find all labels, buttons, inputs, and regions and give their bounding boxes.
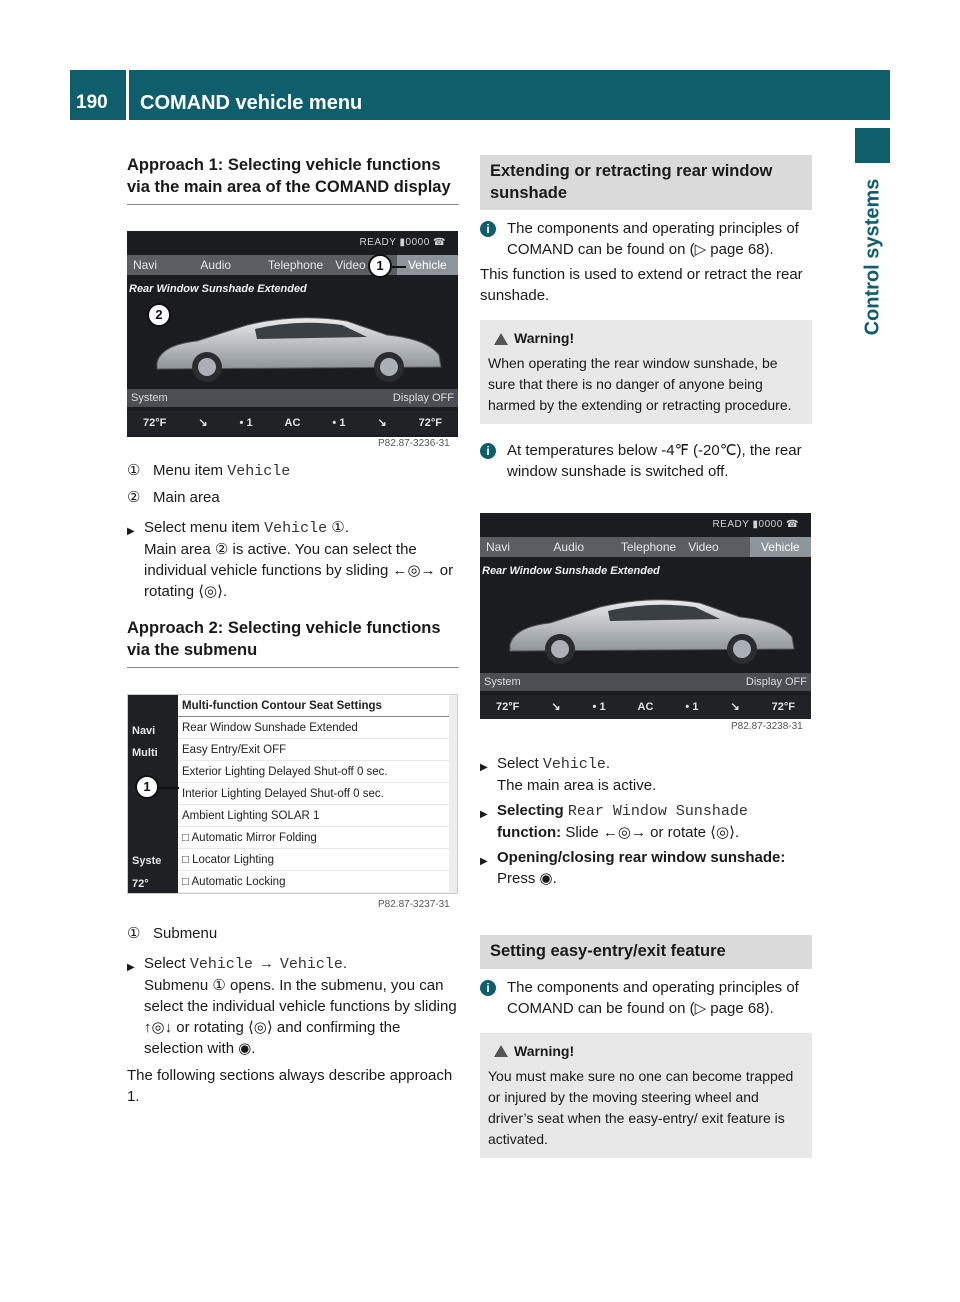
- right-text-3: [480, 935, 812, 1158]
- warning-body: When operating the rear window sunshade, be sure that there is no danger of anyone being harmed by the extending or retracting procedure.: [488, 355, 792, 413]
- info-icon: i: [480, 221, 496, 237]
- step-arrow-icon: ▶: [127, 526, 135, 537]
- step-arrow-icon: ▶: [480, 856, 488, 867]
- fan-left: • 1: [592, 701, 606, 713]
- instruction-step: ▶ Opening/closing rear window sunshade: Press ◉.: [480, 849, 786, 887]
- legend-item: ① Submenu: [127, 925, 218, 942]
- temp-left: 72°F: [142, 417, 167, 429]
- submenu-item[interactable]: Interior Lighting Delayed Shut-off 0 sec.: [178, 783, 449, 805]
- image-code: P82.87-3237-31: [378, 899, 450, 910]
- section-heading: Extending or retracting rear window sunshade: [480, 155, 812, 210]
- callout-line: [159, 787, 179, 789]
- main-area-title: [482, 565, 660, 577]
- warning-box: [480, 1033, 812, 1158]
- comand-screen-1: [127, 231, 458, 437]
- instruction-step: ▶ Selecting Rear Window Sunshade function: Slide ←◎→ or rotate ⟨◎⟩.: [480, 802, 748, 841]
- title-text: Rear Window Sunshade: [129, 283, 255, 295]
- fan-right: • 1: [332, 417, 346, 429]
- submenu-item[interactable]: □ Locator Lighting: [178, 849, 449, 871]
- menu-item-vehicle[interactable]: Vehicle: [750, 537, 811, 557]
- submenu-item[interactable]: Exterior Lighting Delayed Shut-off 0 sec.: [178, 761, 449, 783]
- menu-item-audio[interactable]: Audio: [553, 540, 585, 554]
- legend-item: ① Menu item Vehicle: [127, 462, 291, 480]
- title-status: Extended: [257, 283, 307, 295]
- ac-label: AC: [284, 417, 301, 429]
- airflow-left-icon: ↘: [551, 701, 561, 713]
- warning-icon: [494, 1045, 508, 1057]
- right-text-2: [480, 753, 812, 889]
- left-label-system: Syste: [132, 855, 162, 867]
- temp-right: 72°F: [418, 417, 442, 429]
- info-note: i At temperatures below -4℉ (-20℃), the rear window sunshade is switched off.: [480, 440, 812, 482]
- temp-right: 72°F: [771, 701, 795, 713]
- airflow-right-icon: ↘: [730, 701, 740, 713]
- left-label-multi: Multi: [132, 747, 158, 759]
- side-tab: [855, 172, 890, 342]
- heading-rule: [127, 204, 459, 205]
- status-bar: READY ▮0000 ☎: [359, 237, 446, 248]
- main-area-title: [129, 283, 307, 295]
- left-column: [127, 155, 459, 205]
- warning-icon: [494, 333, 508, 345]
- submenu-list: [178, 695, 449, 893]
- legend-item: ② Main area: [127, 489, 220, 506]
- closing-paragraph: The following sections always describe approach 1.: [127, 1067, 453, 1105]
- climate-bar: [127, 411, 458, 435]
- system-label[interactable]: System: [484, 676, 521, 688]
- warning-box: [480, 320, 812, 424]
- left-text-2: [127, 923, 459, 1107]
- page-title: COMAND vehicle menu: [140, 92, 363, 114]
- submenu-item[interactable]: □ Automatic Mirror Folding: [178, 827, 449, 849]
- step-arrow-icon: ▶: [480, 809, 488, 820]
- menu-item-video[interactable]: Video: [335, 258, 366, 272]
- ac-label: AC: [637, 701, 654, 713]
- approach2-heading: Approach 2: Selecting vehicle functions via the submenu: [127, 619, 441, 659]
- system-label[interactable]: System: [131, 392, 168, 404]
- instruction-step: ▶ Select menu item Vehicle ①. Main area ② is active. You can select the individual vehicle functions by sliding ←◎→ or rotating ⟨◎⟩.: [127, 519, 454, 600]
- image-code: P82.87-3236-31: [378, 438, 450, 449]
- display-off-label[interactable]: Display OFF: [745, 676, 807, 688]
- temp-left: 72°F: [495, 701, 520, 713]
- climate-bar: [480, 695, 811, 719]
- info-note: i The components and operating principles of COMAND can be found on (▷ page 68).: [480, 218, 812, 260]
- menu-item-navi[interactable]: Navi: [133, 258, 158, 272]
- submenu-item[interactable]: Multi-function Contour Seat Settings: [178, 695, 449, 717]
- title-status: Extended: [610, 565, 660, 577]
- title-text: Rear Window Sunshade: [482, 565, 608, 577]
- approach1-heading: Approach 1: Selecting vehicle functions via the main area of the COMAND display: [127, 156, 451, 196]
- submenu-item[interactable]: Easy Entry/Exit OFF: [178, 739, 449, 761]
- bottom-bar: [127, 389, 458, 407]
- airflow-left-icon: ↘: [198, 417, 208, 429]
- left-label-navi: Navi: [132, 725, 156, 737]
- info-note: i The components and operating principles of COMAND can be found on (▷ page 68).: [480, 977, 812, 1019]
- right-column: [480, 155, 812, 482]
- header-divider: [126, 70, 129, 130]
- fan-left: • 1: [239, 417, 253, 429]
- menu-item-video[interactable]: Video: [688, 540, 719, 554]
- fan-right: • 1: [685, 701, 699, 713]
- comand-screen-2: [480, 513, 811, 719]
- airflow-right-icon: ↘: [377, 417, 387, 429]
- submenu-item[interactable]: Rear Window Sunshade Extended: [178, 717, 449, 739]
- menu-item-vehicle[interactable]: Vehicle: [397, 255, 458, 275]
- left-label-temp: 72°: [132, 878, 149, 890]
- menu-item-telephone[interactable]: Telephone: [267, 258, 324, 272]
- submenu-item[interactable]: □ Automatic Locking: [178, 871, 449, 893]
- warning-title: Warning!: [494, 1041, 804, 1062]
- main-menu-bar: [127, 255, 458, 275]
- car-illustration: [127, 311, 458, 386]
- car-illustration: [480, 593, 811, 668]
- warning-title: Warning!: [494, 328, 804, 349]
- status-bar: READY ▮0000 ☎: [712, 519, 799, 530]
- callout-2: 2: [147, 303, 171, 327]
- bottom-bar: [480, 673, 811, 691]
- side-tab-label: Control systems: [861, 178, 884, 336]
- info-icon: i: [480, 443, 496, 459]
- step-arrow-icon: ▶: [480, 762, 488, 773]
- paragraph: This function is used to extend or retract the rear sunshade.: [480, 266, 803, 304]
- callout-line: [392, 266, 406, 268]
- menu-item-telephone[interactable]: Telephone: [620, 540, 677, 554]
- side-tab-marker: [855, 128, 890, 163]
- menu-item-navi[interactable]: Navi: [486, 540, 511, 554]
- image-code: P82.87-3238-31: [731, 721, 803, 732]
- submenu-item[interactable]: Ambient Lighting SOLAR 1: [178, 805, 449, 827]
- step-arrow-icon: ▶: [127, 962, 135, 973]
- warning-body: You must make sure no one can become trapped or injured by the moving steering wheel and driver’s seat when the easy-entry/ exit feature is activated.: [488, 1067, 794, 1147]
- heading-rule: [127, 667, 459, 668]
- section-heading: Setting easy-entry/exit feature: [480, 935, 812, 969]
- submenu-screen: [127, 694, 458, 894]
- submenu-scrollbar[interactable]: [449, 695, 457, 894]
- callout-1: 1: [368, 254, 392, 278]
- display-off-label[interactable]: Display OFF: [392, 392, 454, 404]
- menu-item-audio[interactable]: Audio: [200, 258, 232, 272]
- callout-1: 1: [135, 775, 159, 799]
- left-text-1: [127, 460, 459, 668]
- instruction-step: ▶ Select Vehicle. The main area is active.: [480, 755, 657, 794]
- instruction-step: ▶ Select Vehicle → Vehicle. Submenu ① opens. In the submenu, you can select the individual vehicle functions by sliding ↑◎↓ or rotating ⟨◎⟩ and confirming the selection with ◉.: [127, 955, 457, 1057]
- page-number: 190: [76, 92, 108, 113]
- main-menu-bar: [480, 537, 811, 557]
- info-icon: i: [480, 980, 496, 996]
